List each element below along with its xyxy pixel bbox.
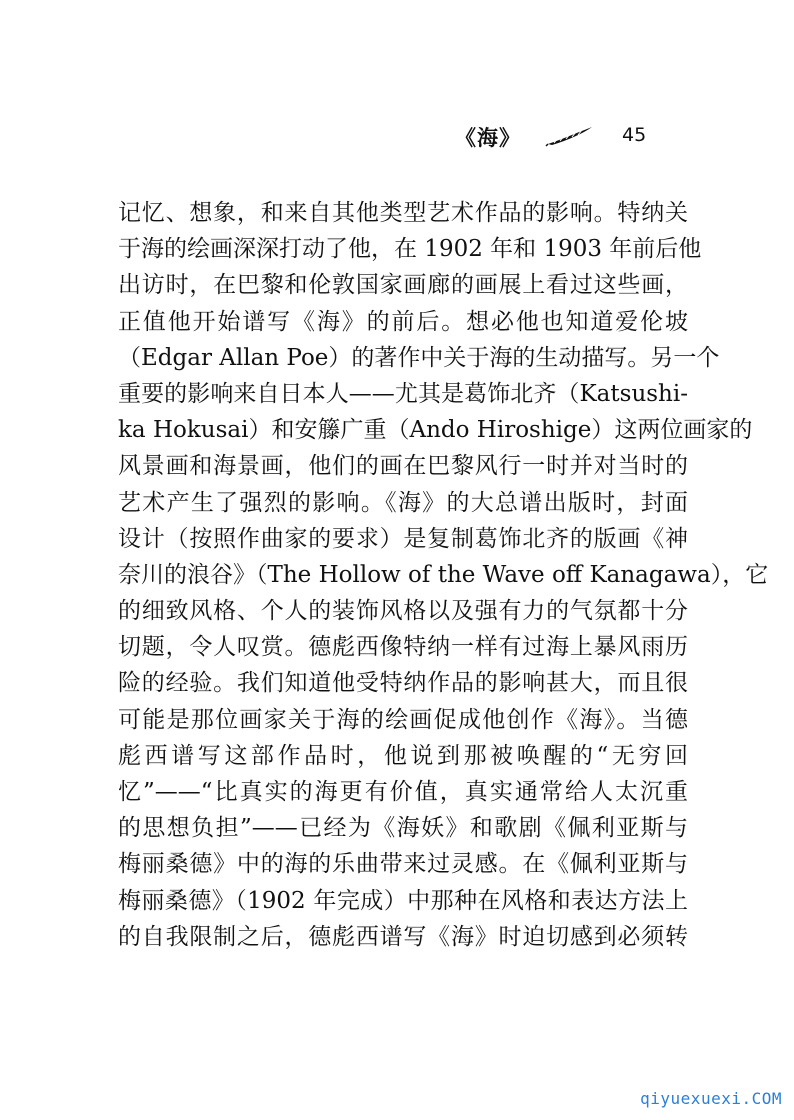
site-watermark — [640, 1089, 782, 1108]
watermark-text: qiyuexuexi.COM — [640, 1089, 782, 1108]
text-line: 风景画和海景画，他们的画在巴黎风行一时并对当时的 — [118, 453, 688, 480]
running-title: 《海》 — [455, 125, 521, 150]
text-line: 奈川的浪谷》（The Hollow of the Wave off Kanagawa），它 — [118, 561, 769, 588]
text-line: 的思想负担”——已经为《海妖》和歌剧《佩利亚斯与 — [118, 815, 688, 842]
feather-ornament-icon — [546, 124, 594, 148]
text-line: 梅丽桑德》中的海的乐曲带来过灵感。在《佩利亚斯与 — [118, 851, 688, 878]
text-line: 险的经验。我们知道他受特纳作品的影响甚大，而且很 — [118, 670, 688, 697]
running-header — [0, 120, 794, 154]
text-line: ka Hokusai）和安籐广重（Ando Hiroshige）这两位画家的 — [118, 417, 753, 444]
text-line: 设计（按照作曲家的要求）是复制葛饰北齐的版画《神 — [118, 525, 688, 552]
text-line: 于海的绘画深深打动了他，在 1902 年和 1903 年前后他 — [118, 236, 702, 263]
body-paragraph — [118, 195, 769, 955]
text-line: 梅丽桑德》（1902 年完成）中那种在风格和表达方法上 — [118, 887, 688, 914]
text-line: 记忆、想象，和来自其他类型艺术作品的影响。特纳关 — [118, 200, 688, 226]
text-line: 的自我限制之后，德彪西谱写《海》时迫切感到必须转 — [118, 923, 688, 950]
text-line: 重要的影响来自日本人——尤其是葛饰北齐（Katsushi- — [118, 380, 688, 407]
page-number: 45 — [622, 124, 647, 146]
text-line: 切题，令人叹赏。德彪西像特纳一样有过海上暴风雨历 — [118, 634, 688, 661]
text-line: （Edgar Allan Poe）的著作中关于海的生动描写。另一个 — [118, 344, 720, 371]
text-line: 可能是那位画家关于海的绘画促成他创作《海》。当德 — [118, 706, 688, 733]
text-line: 艺术产生了强烈的影响。《海》的大总谱出版时，封面 — [118, 489, 688, 516]
text-line: 正值他开始谱写《海》的前后。想必他也知道爱伦坡 — [118, 308, 688, 335]
text-line: 忆”——“比真实的海更有价值，真实通常给人太沉重 — [118, 779, 688, 805]
text-line: 的细致风格、个人的装饰风格以及强有力的气氛都十分 — [118, 598, 688, 625]
text-line: 出访时，在巴黎和伦敦国家画廊的画展上看过这些画， — [118, 272, 688, 299]
text-line: 彪西谱写这部作品时，他说到那被唤醒的“无穷回 — [118, 742, 688, 769]
